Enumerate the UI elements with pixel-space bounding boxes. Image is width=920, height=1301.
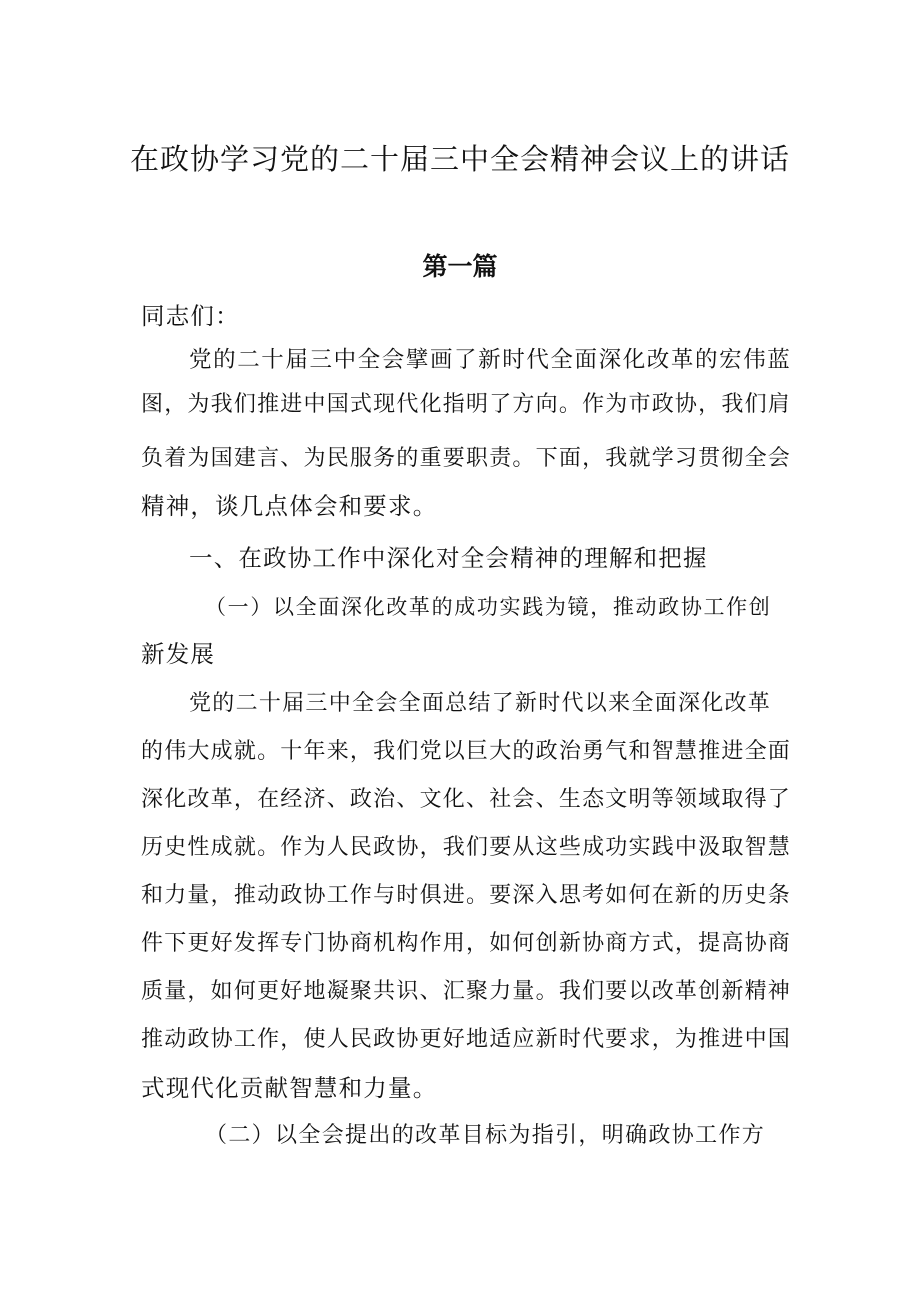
section-heading: 一、在政协工作中深化对全会精神的理解和把握	[189, 544, 708, 572]
salutation: 同志们：	[141, 302, 240, 330]
subsection-heading: 新发展	[141, 640, 216, 668]
chapter-heading: 第一篇	[422, 252, 498, 281]
document-title: 在政协学习党的二十届三中全会精神会议上的讲话	[129, 142, 790, 176]
paragraph-line: 负着为国建言、为民服务的重要职责。下面，我就学习贯彻全会	[141, 446, 791, 471]
paragraph-line: 党的二十届三中全会全面总结了新时代以来全面深化改革	[189, 691, 771, 716]
subsection-heading: （一）以全面深化改革的成功实践为镜，推动政协工作创	[205, 595, 771, 619]
paragraph-line: 式现代化贡献智慧和力量。	[141, 1074, 438, 1102]
paragraph-line: 质量，如何更好地凝聚共识、汇聚力量。我们要以改革创新精神	[141, 979, 791, 1004]
paragraph-line: 深化改革，在经济、政治、文化、社会、生态文明等领域取得了	[141, 787, 791, 812]
paragraph-line: 推动政协工作，使人民政协更好地适应新时代要求，为推进中国	[141, 1027, 791, 1052]
paragraph-line: 和力量，推动政协工作与时俱进。要深入思考如何在新的历史条	[141, 883, 791, 908]
paragraph-line: 的伟大成就。十年来，我们党以巨大的政治勇气和智慧推进全面	[141, 739, 791, 764]
paragraph-line: 精神，谈几点体会和要求。	[141, 492, 438, 520]
paragraph-line: 历史性成就。作为人民政协，我们要从这些成功实践中汲取智慧	[141, 835, 791, 860]
paragraph-line: 图，为我们推进中国式现代化指明了方向。作为市政协，我们肩	[141, 392, 791, 417]
paragraph-line: 党的二十届三中全会擘画了新时代全面深化改革的宏伟蓝	[189, 347, 791, 373]
paragraph-line: 件下更好发挥专门协商机构作用，如何创新协商方式，提高协商	[141, 931, 791, 956]
subsection-heading: （二）以全会提出的改革目标为指引，明确政协工作方	[205, 1123, 765, 1148]
